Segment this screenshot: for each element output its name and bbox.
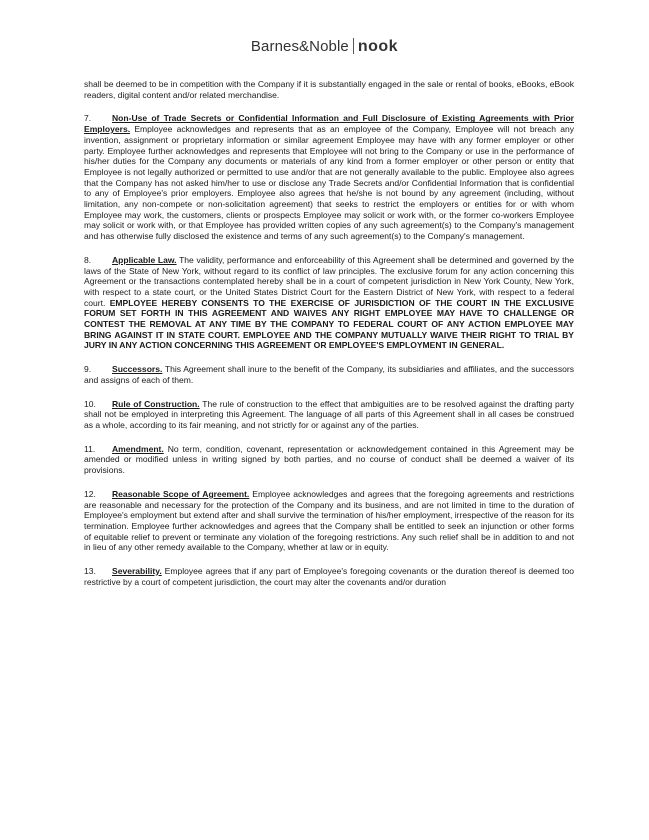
section-number: 13.: [84, 566, 96, 577]
section-heading: Successors.: [112, 364, 163, 375]
section-heading: Non-Use of Trade Secrets or Confidential Information and Full Disclosure of Existing Agreements with Prior Employers.: [84, 113, 574, 135]
section-number: 11.: [84, 443, 96, 454]
section-number: 7.: [84, 113, 92, 124]
section-number: 9.: [84, 364, 92, 375]
logo-divider: [353, 38, 354, 54]
section-text: Employee acknowledges and represents that as an employee of the Company, Employee will not breach any invention, assignment or proprietary information or similar agreement Employee may have with any former employer or other party. Employee further acknowledges and represents that Employee will not bring to the Company or use in the performance of his/her duties for the Company any documents or materials of any kind from a former employer or other person or entity that Employee is not legally authorized or permitted to use and/or that are not generally available to the public. Employee also agrees that the Company has not asked him/her to use or disclose any Trade Secrets and/or Confidential Information that is confidential to any of Employee's prior employers. Employee also agrees that he/she is not bound by any agreement (including, without limitation, any non-compete or non-solicitation agreement) that seeks to restrict the employers or entities for or with whom Employee may work, the customers, clients or prospects Employee may solicit or work with, or the former co-workers Employee may solicit or work with, or that Employee has provided written copies of any such agreement(s) to the Company's management and has otherwise fully disclosed the existence and terms of any such agreement(s) to the Company's management.: [84, 124, 575, 242]
section-number: 12.: [84, 488, 96, 499]
section-continuation: [84, 79, 574, 100]
section-7: [84, 113, 574, 241]
section-9: [84, 364, 574, 385]
section-heading: Rule of Construction.: [112, 398, 200, 409]
section-number: 10.: [84, 398, 96, 409]
brand-name: Barnes&Noble: [250, 38, 349, 55]
section-heading: Amendment.: [112, 443, 164, 454]
brand-logo: [0, 38, 649, 56]
document-body: [84, 79, 574, 600]
section-13: [84, 566, 574, 587]
section-text: The rule of construction to the effect that ambiguities are to be resolved against the drafting party shall not be employed in interpreting this Agreement. The language of all parts of this Agreement shall in all cases be construed as a whole, according to its fair meaning, and not strictly for or against any of the parties.: [84, 398, 575, 430]
section-heading: Severability.: [112, 566, 162, 577]
section-10: [84, 399, 574, 431]
section-bold-text: EMPLOYEE HEREBY CONSENTS TO THE EXERCISE OF JURISDICTION OF THE COURT IN THE EXCLUSIVE FORUM SET FORTH IN THIS AGREEMENT AND WAIVES ANY RIGHT EMPLOYEE MAY HAVE TO CHALLENGE OR CONTEST THE REMOVAL AT ANY TIME BY THE COMPANY TO FEDERAL COURT OF ANY ACTION EMPLOYEE MAY BRING AGAINST IT IN STATE COURT. EMPLOYEE AND THE COMPANY MUTUALLY WAIVE THEIR RIGHT TO TRIAL BY JURY IN ANY ACTION CONCERNING THIS AGREEMENT OR EMPLOYEE'S EMPLOYMENT IN GENERAL.: [84, 297, 574, 351]
section-number: 8.: [84, 254, 92, 265]
product-name: nook: [357, 38, 399, 55]
section-heading: Applicable Law.: [112, 254, 177, 265]
section-text: This Agreement shall inure to the benefit of the Company, its subsidiaries and affiliates, and the successors and assigns of each of them.: [84, 364, 574, 385]
section-text: The validity, performance and enforceability of this Agreement shall be determined and governed by the laws of the State of New York, without regard to its conflict of law principles. The exclusive forum for any action concerning this Agreement or the transactions contemplated hereby shall be in a court of competent jurisdiction in New York County, New York, with respect to a state court, or the United States District Court for the Eastern District of New York, with respect to a federal court.: [84, 254, 574, 308]
section-text: Employee agrees that if any part of Employee's foregoing covenants or the duration thereof is deemed too restrictive by a court of competent jurisdiction, the court may alter the covenants and/or duration: [84, 566, 575, 587]
section-text: Employee acknowledges and agrees that the foregoing agreements and restrictions are reasonable and necessary for the protection of the Company and its business, and are not limited in time to the duration of Employee's employment but extend after and shall survive the termination of his/her employment, irrespective of the reason for its termination. Employee further acknowledges and agrees that the Company shall be entitled to seek an injunction or other forms of equitable relief to prevent or terminate any violation of the foregoing restrictions. Any such relief shall be in addition to and not in lieu of any other remedy available to the Company, whether at law or in equity.: [84, 488, 574, 553]
section-12: [84, 489, 574, 553]
section-text: shall be deemed to be in competition with the Company if it is substantially engaged in the sale or rental of books, eBooks, eBook readers, digital content and/or related merchandise.: [84, 79, 574, 100]
section-11: [84, 444, 574, 476]
section-8: [84, 255, 574, 351]
section-heading: Reasonable Scope of Agreement.: [112, 488, 250, 499]
section-text: No term, condition, covenant, representation or acknowledgement contained in this Agreement may be amended or modified unless in writing signed by both parties, and no course of conduct shall be deemed a waiver of its provisions.: [84, 443, 575, 476]
